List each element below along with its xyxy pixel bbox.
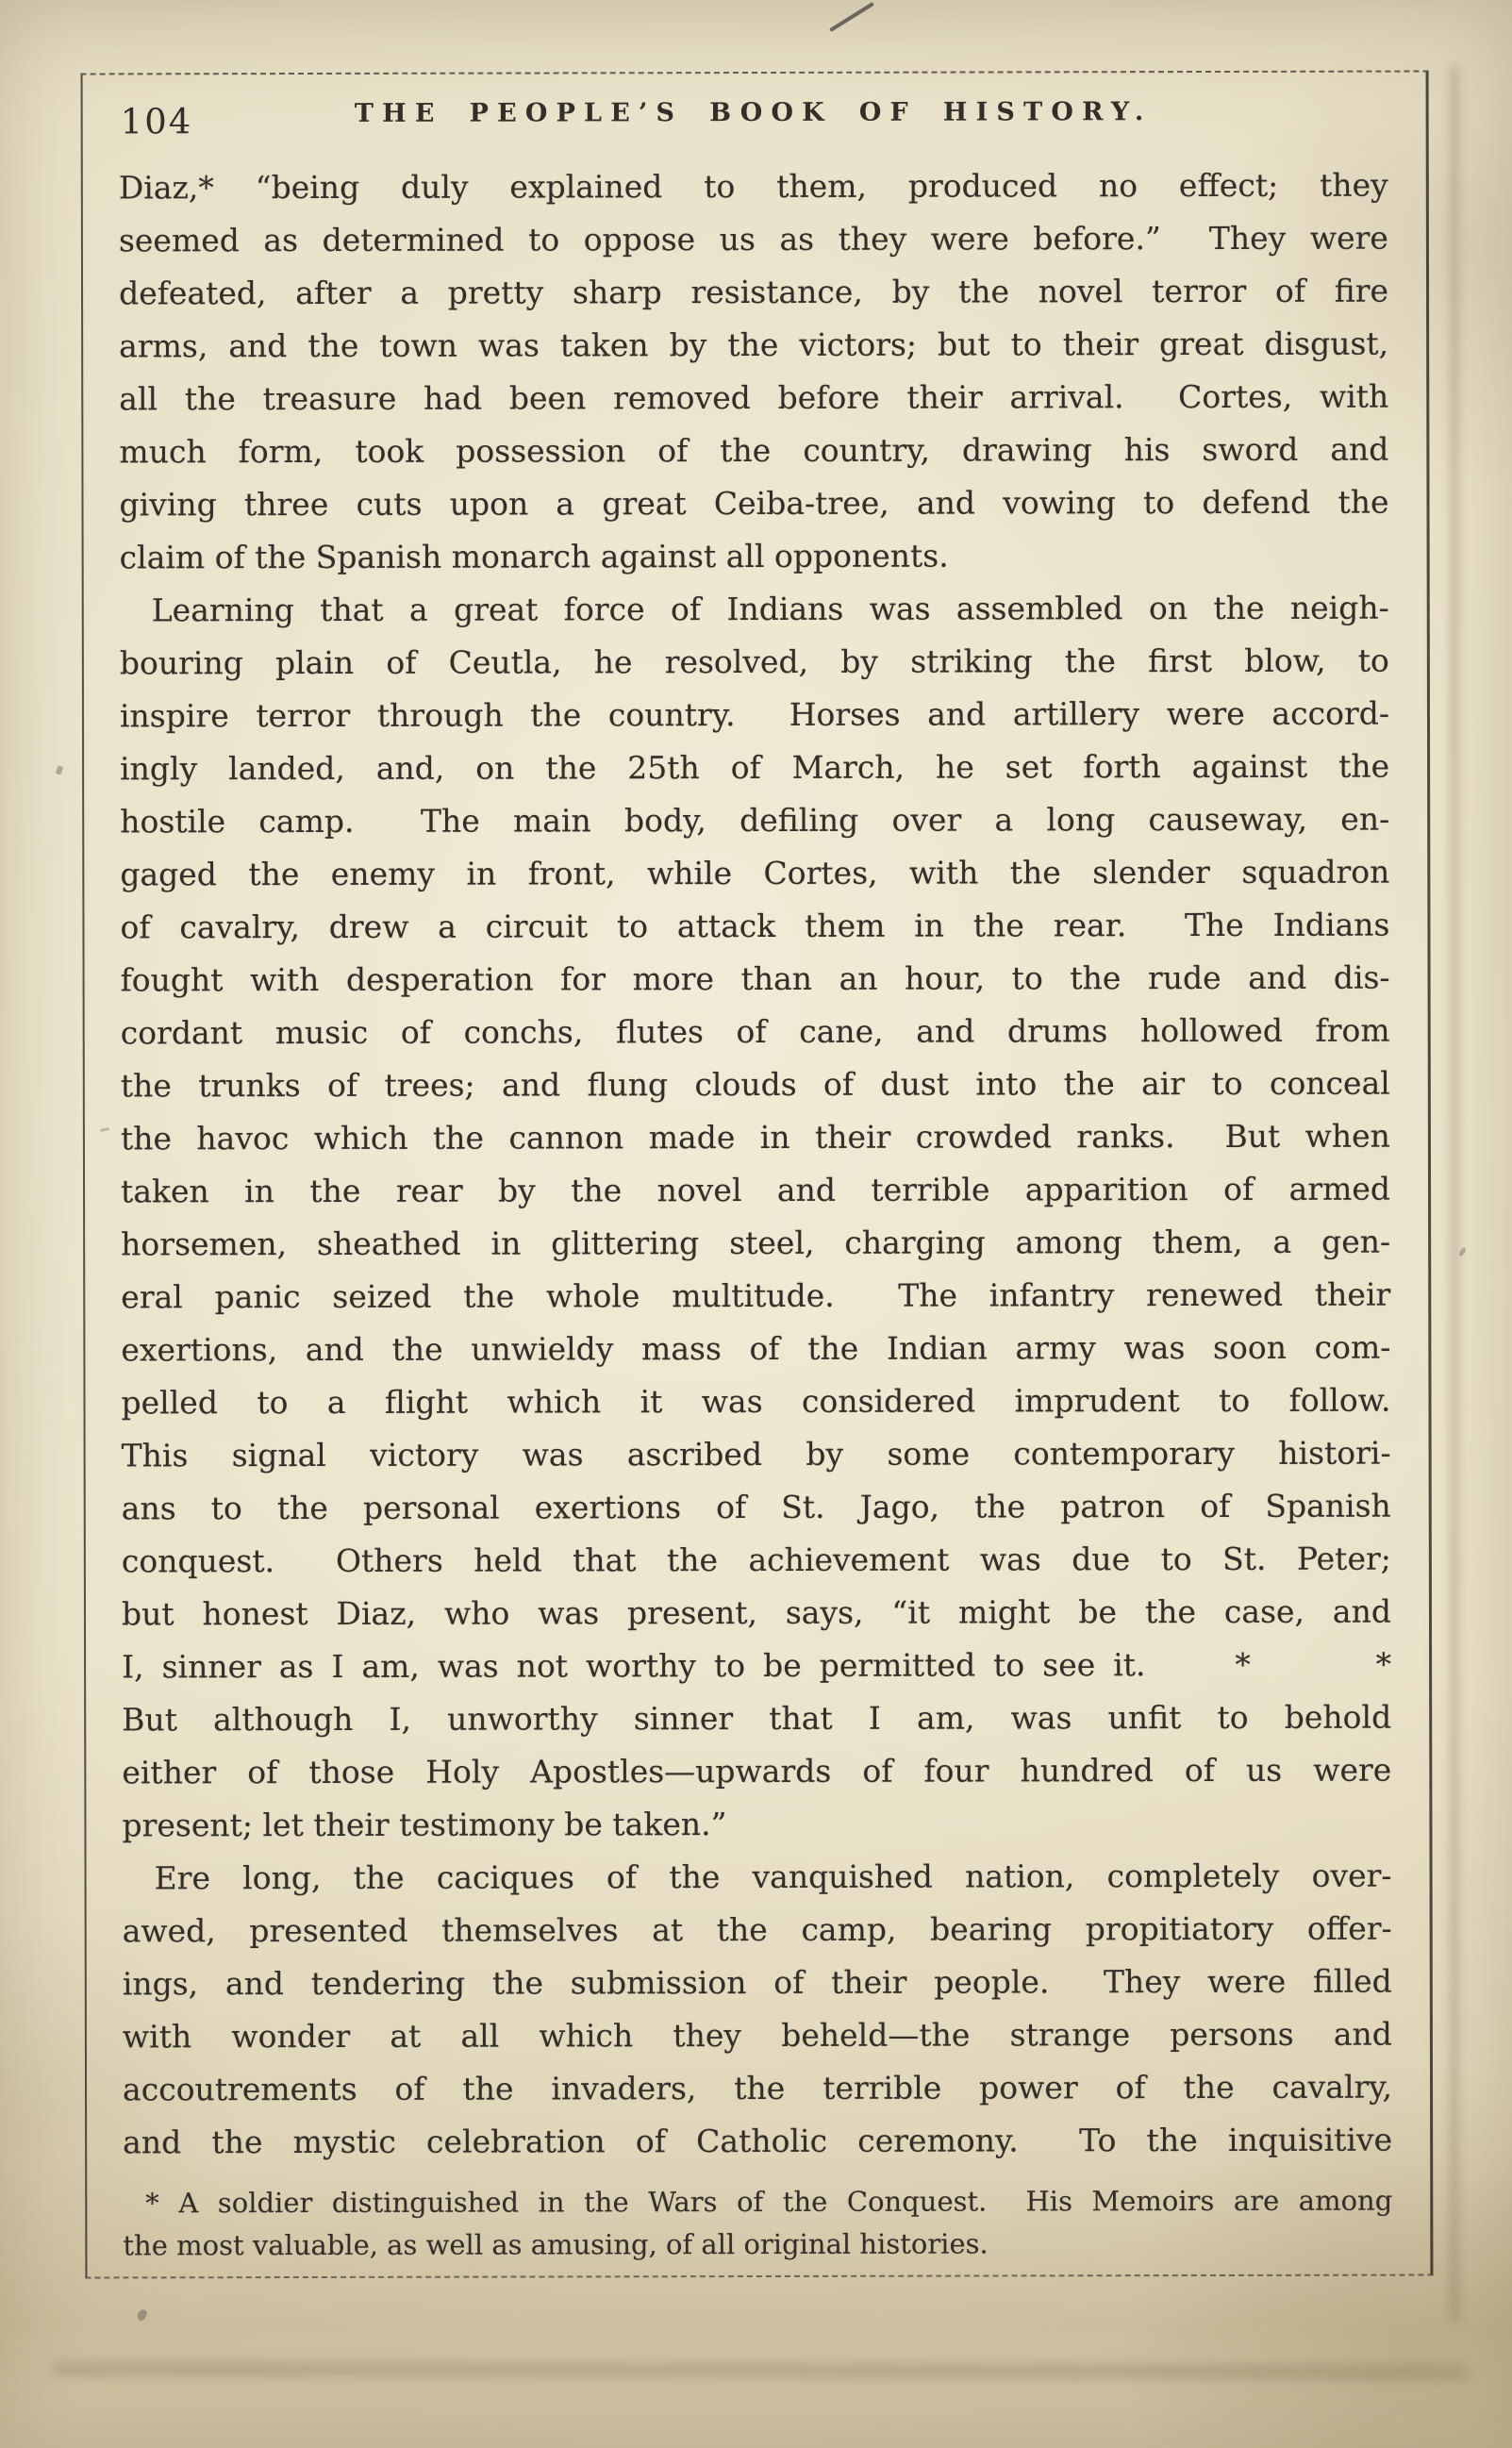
text-line: giving three cuts upon a great Ceiba-tree, and vowing to defend the [119,483,1389,524]
text-line: conquest. Others held that the achievement was due to St. Peter; [121,1540,1391,1580]
text-line: I, sinner as I am, was not worthy to be permitted to see it. * * [122,1645,1392,1686]
text-line: all the treasure had been removed before their arrival. Cortes, with [119,377,1389,418]
text-line: eral panic seized the whole multitude. The infantry renewed their [121,1275,1391,1316]
text-line: of cavalry, drew a circuit to attack them in the rear. The Indians [120,906,1390,946]
text-line: ingly landed, and, on the 25th of March, he set forth against the [120,747,1390,788]
text-line: But although I, unworthy sinner that I am, was unfit to behold [122,1698,1392,1739]
page-border-frame [81,71,1434,2279]
text-line: horsemen, sheathed in glittering steel, charging among them, a gen- [121,1223,1391,1263]
text-line: present; let their testimony be taken.” [122,1806,727,1844]
page-right-edge-shadow [1451,66,1458,2321]
pen-mark [829,2,874,32]
text-line: awed, presented themselves at the camp, bearing propitiatory offer- [122,1909,1392,1950]
paragraph-3 [123,1850,1393,2170]
text-line: cordant music of conchs, flutes of cane, and drums hollowed from [120,1011,1390,1052]
text-line: gaged the enemy in front, while Cortes, with the slender squadron [120,853,1390,893]
text-line: seemed as determined to oppose us as they were before.” They were [118,219,1388,259]
page-number: 104 [120,101,193,142]
text-line: ans to the personal exertions of St. Jago, the patron of Spanish [121,1487,1391,1527]
page-bottom-edge-shadow [53,2364,1468,2377]
text-line: bouring plain of Ceutla, he resolved, by striking the first blow, to [119,641,1389,682]
text-line: but honest Diaz, who was present, says, “it might be the case, and [121,1592,1392,1633]
text-line: inspire terror through the country. Horses and artillery were accord- [119,694,1390,735]
stray-mark [1458,1246,1467,1257]
paragraph-2 [120,582,1392,1853]
text-line: Learning that a great force of Indians was assembled on the neigh- [151,589,1389,629]
body-text [119,159,1392,2170]
text-line: hostile camp. The main body, defiling over a long causeway, en- [120,800,1390,841]
text-line: claim of the Spanish monarch against all opponents. [119,537,949,576]
stray-mark [56,765,63,774]
text-line: taken in the rear by the novel and terrible apparition of armed [120,1170,1391,1210]
text-line: Ere long, the caciques of the vanquished nation, completely over- [154,1857,1392,1897]
text-line: accoutrements of the invaders, the terrible power of the cavalry, [122,2068,1393,2108]
text-line: * A soldier distinguished in the Wars of the Conquest. His Memoirs are among [145,2184,1393,2220]
footnote [123,2180,1392,2268]
text-line: the trunks of trees; and flung clouds of dust into the air to conceal [120,1064,1390,1105]
text-line: and the mystic celebration of Catholic ceremony. To the inquisitive [123,2121,1393,2161]
text-line: arms, and the town was taken by the victors; but to their great disgust, [119,325,1389,365]
text-line: defeated, after a pretty sharp resistance, by the novel terror of fire [119,272,1389,312]
text-line: much form, took possession of the country, drawing his sword and [119,430,1389,471]
text-line: Diaz,* “being duly explained to them, produced no effect; they [118,166,1388,207]
stray-mark [136,2308,148,2323]
text-line: pelled to a flight which it was considered imprudent to follow. [121,1381,1391,1422]
text-line: with wonder at all which they beheld—the strange persons and [122,2015,1392,2056]
text-line: This signal victory was ascribed by some contemporary histori- [121,1434,1391,1474]
text-line: the most valuable, as well as amusing, of all original histories. [123,2227,989,2262]
text-line: either of those Holy Apostles—upwards of four hundred of us were [122,1751,1392,1791]
text-line: exertions, and the unwieldy mass of the Indian army was soon com- [121,1328,1391,1369]
text-line: fought with desperation for more than an hour, to the rude and dis- [120,958,1390,999]
text-line: the havoc which the cannon made in their crowded ranks. But when [120,1117,1390,1157]
paragraph-1 [119,159,1389,585]
text-line: ings, and tendering the submission of their people. They were filled [122,1962,1392,2003]
running-title: THE PEOPLE’S BOOK OF HISTORY. [354,97,1153,128]
page-header [119,88,1388,140]
